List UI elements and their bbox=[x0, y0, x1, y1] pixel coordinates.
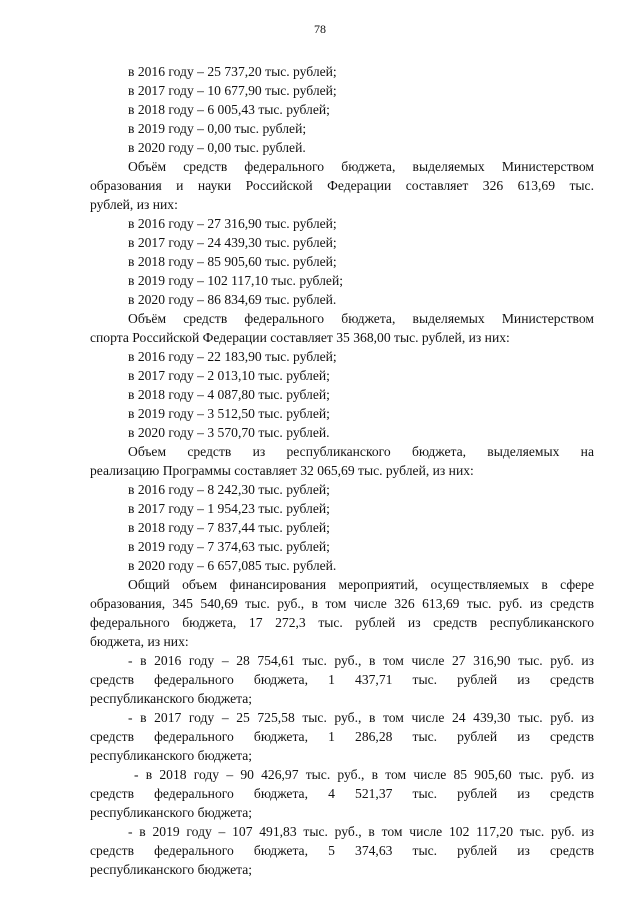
text-line: - в 2018 году – 90 426,97 тыс. руб., в том числе 85 905,60 тыс. руб. из bbox=[134, 767, 594, 782]
text-line: Объём средств федерального бюджета, выделяемых Министерством bbox=[128, 159, 594, 174]
list-item: в 2017 году – 24 439,30 тыс. рублей; bbox=[128, 235, 337, 250]
paragraph-edu-ministry bbox=[90, 157, 594, 214]
text-line: рублей, из них: bbox=[90, 197, 178, 212]
list-item: в 2018 году – 85 905,60 тыс. рублей; bbox=[128, 254, 337, 269]
text-line: Объем средств из республиканского бюджета, выделяемых на bbox=[128, 444, 594, 459]
list-item: в 2018 году – 7 837,44 тыс. рублей; bbox=[128, 520, 330, 535]
list-item: в 2019 году – 3 512,50 тыс. рублей; bbox=[128, 406, 330, 421]
text-line: образования и науки Российской Федерации составляет 326 613,69 тыс. bbox=[90, 178, 594, 193]
list-item: в 2018 году – 6 005,43 тыс. рублей; bbox=[128, 102, 330, 117]
bullet-item-2019 bbox=[90, 822, 594, 879]
list-item: в 2017 году – 1 954,23 тыс. рублей; bbox=[128, 501, 330, 516]
text-line: республиканского бюджета; bbox=[90, 862, 253, 877]
text-line: реализацию Программы составляет 32 065,69 тыс. рублей, из них: bbox=[90, 463, 474, 478]
text-line: бюджета, из них: bbox=[90, 634, 189, 649]
text-line: - в 2017 году – 25 725,58 тыс. руб., в том числе 24 439,30 тыс. руб. из bbox=[128, 710, 594, 725]
list-item: в 2020 году – 3 570,70 тыс. рублей. bbox=[128, 425, 330, 440]
text-line: республиканского бюджета; bbox=[90, 805, 253, 820]
text-line: федерального бюджета, 17 272,3 тыс. рублей из средств республиканского bbox=[90, 615, 594, 630]
list-item: в 2019 году – 0,00 тыс. рублей; bbox=[128, 121, 307, 136]
list-item: в 2016 году – 27 316,90 тыс. рублей; bbox=[128, 216, 337, 231]
list-item: в 2019 году – 7 374,63 тыс. рублей; bbox=[128, 539, 330, 554]
document-body bbox=[90, 62, 594, 879]
bullet-item-2017 bbox=[90, 708, 594, 765]
text-line: Объём средств федерального бюджета, выделяемых Министерством bbox=[128, 311, 594, 326]
list-item: в 2020 году – 0,00 тыс. рублей. bbox=[128, 140, 306, 155]
list-item: в 2017 году – 10 677,90 тыс. рублей; bbox=[128, 83, 337, 98]
list-item: в 2020 году – 6 657,085 тыс. рублей. bbox=[128, 558, 337, 573]
text-line: - в 2016 году – 28 754,61 тыс. руб., в том числе 27 316,90 тыс. руб. из bbox=[128, 653, 594, 668]
bullet-item-2016 bbox=[90, 651, 594, 708]
paragraph-total-funding bbox=[90, 575, 594, 651]
text-line: Общий объем финансирования мероприятий, осуществляемых в сфере bbox=[128, 577, 594, 592]
list-item: в 2016 году – 25 737,20 тыс. рублей; bbox=[128, 64, 337, 79]
bullet-item-2018 bbox=[90, 765, 594, 822]
list-item: в 2019 году – 102 117,10 тыс. рублей; bbox=[128, 273, 344, 288]
text-line: образования, 345 540,69 тыс. руб., в том числе 326 613,69 тыс. руб. из средств bbox=[90, 596, 594, 611]
list-item: в 2016 году – 8 242,30 тыс. рублей; bbox=[128, 482, 330, 497]
list-item: в 2020 году – 86 834,69 тыс. рублей. bbox=[128, 292, 337, 307]
text-line: республиканского бюджета; bbox=[90, 691, 253, 706]
list-item: в 2017 году – 2 013,10 тыс. рублей; bbox=[128, 368, 330, 383]
text-line: средств федерального бюджета, 1 286,28 тыс. рублей из средств bbox=[90, 729, 594, 744]
text-line: средств федерального бюджета, 1 437,71 тыс. рублей из средств bbox=[90, 672, 594, 687]
text-line: республиканского бюджета; bbox=[90, 748, 253, 763]
list-item: в 2018 году – 4 087,80 тыс. рублей; bbox=[128, 387, 330, 402]
text-line: - в 2019 году – 107 491,83 тыс. руб., в том числе 102 117,20 тыс. руб. из bbox=[128, 824, 594, 839]
text-line: спорта Российской Федерации составляет 35 368,00 тыс. рублей, из них: bbox=[90, 330, 510, 345]
paragraph-sport-ministry bbox=[90, 309, 594, 347]
list-item: в 2016 году – 22 183,90 тыс. рублей; bbox=[128, 349, 337, 364]
text-line: средств федерального бюджета, 5 374,63 тыс. рублей из средств bbox=[90, 843, 594, 858]
text-line: средств федерального бюджета, 4 521,37 тыс. рублей из средств bbox=[90, 786, 594, 801]
page-number: 78 bbox=[314, 22, 326, 36]
paragraph-republic-budget bbox=[90, 442, 594, 480]
